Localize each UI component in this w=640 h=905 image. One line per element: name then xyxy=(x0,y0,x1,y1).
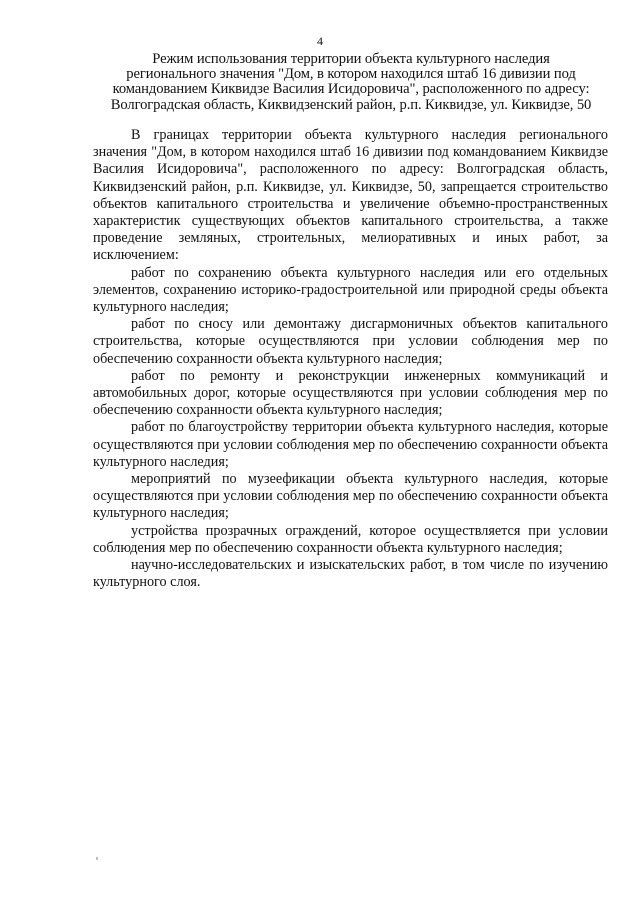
exception-item: научно-исследовательских и изыскательских работ, в том числе по изучению культурного слоя. xyxy=(93,557,608,591)
exception-item: работ по благоустройству территории объекта культурного наследия, которые осуществляются при условии соблюдения мер по обеспечению сохранности объекта культурного наследия; xyxy=(93,419,608,470)
exception-item: устройства прозрачных ограждений, которое осуществляется при условии соблюдения мер по обеспечению сохранности объекта культурного наследия; xyxy=(93,522,608,556)
title-line: Волгоградская область, Киквидзенский район, р.п. Киквидзе, ул. Киквидзе, 50 xyxy=(110,96,592,113)
scan-artifact xyxy=(96,857,98,860)
document-title xyxy=(96,52,606,113)
document-body xyxy=(93,127,608,591)
exception-item: работ по сносу или демонтажу дисгармоничных объектов капитального строительства, которые осуществляются при условии соблюдения мер по обеспечению сохранности объекта культурного наследия; xyxy=(93,316,608,367)
exception-item: работ по сохранению объекта культурного наследия или его отдельных элементов, сохранению историко-градостроительной или природной среды объекта культурного наследия; xyxy=(93,264,608,316)
title-line: Режим использования территории объекта культурного наследия xyxy=(152,51,550,67)
title-line: командованием Киквидзе Василия Исидоровича", расположенного по адресу: xyxy=(112,81,590,98)
exception-item: мероприятий по музеефикации объекта культурного наследия, которые осуществляются при условии соблюдения мер по обеспечению сохранности объекта культурного наследия; xyxy=(93,471,608,522)
exception-item: работ по ремонту и реконструкции инженерных коммуникаций и автомобильных дорог, которые осуществляются при условии соблюдения мер по обеспечению сохранности объекта культурного наследия; xyxy=(93,367,608,419)
intro-paragraph: В границах территории объекта культурного наследия регионального значения "Дом, в котором находился штаб 16 дивизии под командованием Киквидзе Василия Исидоровича", расположенного по адресу: Волгоградская область, Киквидзенский район, р.п. Киквидзе, ул. Киквидзе, 50, запрещается строительство объектов капитального строительства и увеличение объемно-пространственных характеристик существующих объектов капитального строительства, а также проведение земляных, строительных, мелиоративных и иных работ, за исключением: xyxy=(93,127,608,264)
page-number: 4 xyxy=(317,34,323,48)
title-line: регионального значения "Дом, в котором находился штаб 16 дивизии под xyxy=(126,66,576,83)
